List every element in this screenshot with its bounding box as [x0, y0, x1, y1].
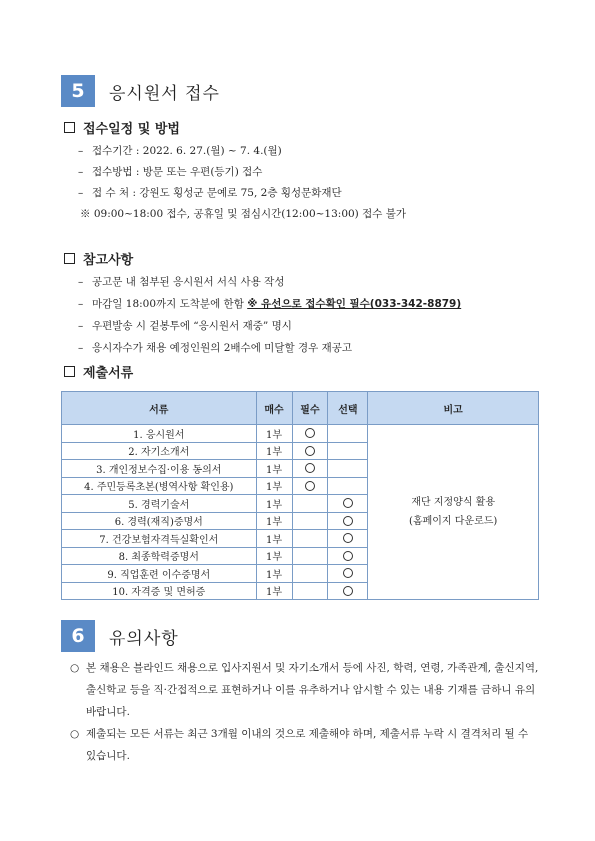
- schedule-period: 접수기간 : 2022. 6. 27.(월) ~ 7. 4.(월): [92, 145, 282, 157]
- note-line: (홈페이지 다운로드): [409, 516, 498, 527]
- header-required: 필수: [292, 392, 328, 425]
- check-circle-icon: [343, 498, 353, 508]
- reference-line: – 마감일 18:00까지 도착분에 한함 ※ 유선으로 접수확인 필수(033-342-8879): [78, 298, 462, 310]
- check-circle-icon: [343, 516, 353, 526]
- check-circle-icon: [343, 586, 353, 596]
- circle-bullet: ○: [70, 662, 80, 674]
- section-number: 5: [61, 75, 95, 107]
- doc-name: 10. 자격증 및 면허증: [62, 582, 257, 600]
- checkbox-icon: [64, 366, 75, 377]
- checkbox-icon: [64, 253, 75, 264]
- doc-count: 1부: [256, 565, 292, 583]
- doc-optional-cell: [328, 477, 368, 495]
- section-6-header: [61, 620, 179, 652]
- doc-required-cell: [292, 565, 328, 583]
- reference-text: 응시자수가 채용 예정인원의 2배수에 미달할 경우 재공고: [92, 342, 352, 354]
- doc-required-cell: [292, 442, 328, 460]
- doc-optional-cell: [328, 512, 368, 530]
- doc-required-cell: [292, 512, 328, 530]
- header-count: 매수: [256, 392, 292, 425]
- doc-count: 1부: [256, 582, 292, 600]
- doc-required-cell: [292, 582, 328, 600]
- caution-text: 제출되는 모든 서류는 최근 3개월 이내의 것으로 제출해야 하며, 제출서류 누락 시 결격처리 될 수 있습니다.: [86, 728, 529, 762]
- schedule-line: – 접수방법 : 방문 또는 우편(등기) 접수: [78, 166, 263, 178]
- schedule-line: – 접수기간 : 2022. 6. 27.(월) ~ 7. 4.(월): [78, 145, 282, 157]
- doc-name: 9. 직업훈련 이수증명서: [62, 565, 257, 583]
- check-circle-icon: [305, 428, 315, 438]
- doc-name: 6. 경력(재직)증명서: [62, 512, 257, 530]
- doc-optional-cell: [328, 565, 368, 583]
- section-title: 유의사항: [109, 628, 179, 649]
- heading-text: 제출서류: [83, 366, 134, 381]
- reference-heading: [64, 249, 133, 268]
- doc-optional-cell: [328, 582, 368, 600]
- note-cell: [368, 425, 539, 600]
- doc-count: 1부: [256, 460, 292, 478]
- documents-heading: [64, 362, 133, 381]
- table-header-row: [62, 392, 539, 425]
- doc-required-cell: [292, 460, 328, 478]
- doc-name: 4. 주민등록초본(병역사항 확인용): [62, 477, 257, 495]
- schedule-method: 접수방법 : 방문 또는 우편(등기) 접수: [92, 166, 263, 178]
- heading-text: 참고사항: [83, 253, 134, 268]
- doc-required-cell: [292, 547, 328, 565]
- check-circle-icon: [305, 481, 315, 491]
- header-name: 서류: [62, 392, 257, 425]
- doc-count: 1부: [256, 530, 292, 548]
- check-circle-icon: [305, 446, 315, 456]
- section-5-header: [61, 75, 220, 107]
- check-circle-icon: [343, 551, 353, 561]
- doc-name: 8. 최종학력증명서: [62, 547, 257, 565]
- doc-optional-cell: [328, 530, 368, 548]
- doc-required-cell: [292, 425, 328, 443]
- section-title: 응시원서 접수: [109, 83, 220, 104]
- doc-optional-cell: [328, 495, 368, 513]
- heading-text: 접수일정 및 방법: [83, 122, 180, 137]
- doc-count: 1부: [256, 477, 292, 495]
- caution-item: [70, 657, 540, 723]
- doc-required-cell: [292, 495, 328, 513]
- documents-table: [61, 391, 539, 600]
- reference-line: – 응시자수가 채용 예정인원의 2배수에 미달할 경우 재공고: [78, 342, 352, 354]
- check-circle-icon: [305, 463, 315, 473]
- note-line: 재단 지정양식 활용: [411, 497, 495, 508]
- check-circle-icon: [343, 533, 353, 543]
- doc-optional-cell: [328, 442, 368, 460]
- doc-name: 1. 응시원서: [62, 425, 257, 443]
- schedule-line: – 접 수 처 : 강원도 횡성군 문예로 75, 2층 횡성문화재단: [78, 187, 342, 199]
- table-row: [62, 425, 539, 443]
- doc-required-cell: [292, 530, 328, 548]
- doc-optional-cell: [328, 425, 368, 443]
- check-circle-icon: [343, 568, 353, 578]
- reference-text: 마감일 18:00까지 도착분에 한함: [92, 298, 248, 310]
- doc-count: 1부: [256, 495, 292, 513]
- phone-confirm-emphasis: ※ 유선으로 접수확인 필수(033-342-8879): [247, 298, 462, 310]
- doc-name: 2. 자기소개서: [62, 442, 257, 460]
- header-note: 비고: [368, 392, 539, 425]
- doc-count: 1부: [256, 547, 292, 565]
- circle-bullet: ○: [70, 728, 80, 740]
- doc-optional-cell: [328, 547, 368, 565]
- caution-item: [70, 723, 540, 767]
- schedule-heading: [64, 118, 180, 137]
- doc-count: 1부: [256, 512, 292, 530]
- doc-optional-cell: [328, 460, 368, 478]
- reference-text: 공고문 내 첨부된 응시원서 서식 사용 작성: [92, 276, 285, 288]
- header-optional: 선택: [328, 392, 368, 425]
- doc-count: 1부: [256, 425, 292, 443]
- section-number: 6: [61, 620, 95, 652]
- caution-text: 본 채용은 블라인드 채용으로 입사지원서 및 자기소개서 등에 사진, 학력, 연령, 가족관계, 출신지역, 출신학교 등을 직·간접적으로 표현하거나 이를 유추하거나 암시할 수 있는 내용 기재를 금하니 유의 바랍니다.: [86, 662, 539, 718]
- reference-text: 우편발송 시 겉봉투에 “응시원서 재중” 명시: [92, 320, 292, 332]
- schedule-note: ※ 09:00~18:00 접수, 공휴일 및 점심시간(12:00~13:00) 접수 불가: [80, 208, 407, 220]
- schedule-place: 접 수 처 : 강원도 횡성군 문예로 75, 2층 횡성문화재단: [92, 187, 342, 199]
- reference-line: – 우편발송 시 겉봉투에 “응시원서 재중” 명시: [78, 320, 292, 332]
- checkbox-icon: [64, 122, 75, 133]
- doc-required-cell: [292, 477, 328, 495]
- doc-name: 5. 경력기술서: [62, 495, 257, 513]
- doc-name: 3. 개인정보수집·이용 동의서: [62, 460, 257, 478]
- doc-name: 7. 건강보험자격득실확인서: [62, 530, 257, 548]
- reference-line: – 공고문 내 첨부된 응시원서 서식 사용 작성: [78, 276, 285, 288]
- doc-count: 1부: [256, 442, 292, 460]
